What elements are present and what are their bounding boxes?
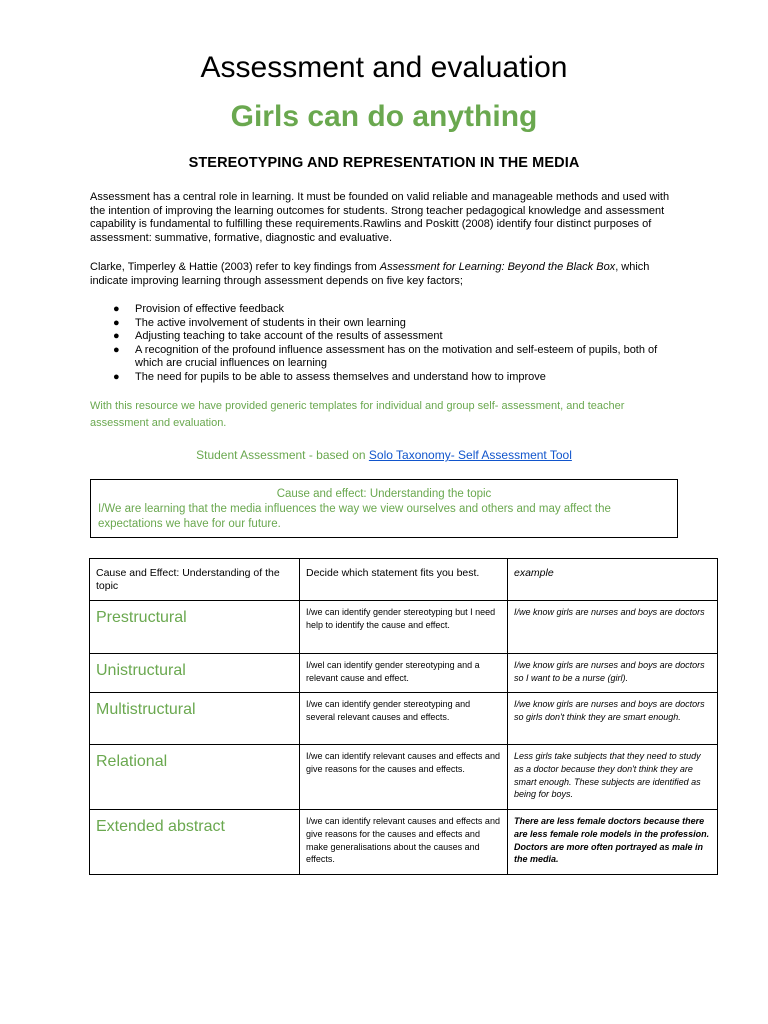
header-cell-statement: Decide which statement fits you best. xyxy=(300,559,508,601)
list-item-text: A recognition of the profound influence assessment has on the motivation and self-esteem of pupils, both of which are crucial influences on learning xyxy=(135,343,658,370)
list-item xyxy=(90,303,680,317)
example-cell: I/we know girls are nurses and boys are doctors so girls don't think they are smart enough. xyxy=(508,693,718,745)
table-row xyxy=(90,693,718,745)
list-item xyxy=(90,371,680,385)
book-title: Assessment for Learning: Beyond the Black Box xyxy=(379,261,616,273)
statement-cell: I/we can identify gender stereotyping and several relevant causes and effects. xyxy=(300,693,508,745)
list-item-text: The need for pupils to be able to assess themselves and understand how to improve xyxy=(135,370,546,383)
solo-taxonomy-link[interactable]: Solo Taxonomy- Self Assessment Tool xyxy=(368,448,572,462)
example-cell: I/we know girls are nurses and boys are doctors so I want to be a nurse (girl). xyxy=(508,654,718,693)
key-factors-list xyxy=(90,303,680,385)
statement-cell: I/we can identify relevant causes and effects and give reasons for the causes and effects and make generalisations about the causes and effects. xyxy=(300,810,508,875)
student-assessment-line xyxy=(0,448,768,462)
key-findings-paragraph xyxy=(90,261,680,288)
list-item xyxy=(90,344,680,371)
bullet-icon: ● xyxy=(113,316,120,329)
header-cell-example: example xyxy=(508,559,718,601)
example-cell: I/we know girls are nurses and boys are doctors xyxy=(508,601,718,654)
bullet-icon: ● xyxy=(113,370,120,383)
key-findings-prefix: Clarke, Timperley & Hattie (2003) refer to key findings from xyxy=(90,261,380,273)
list-item-text: Provision of effective feedback xyxy=(135,303,284,315)
table-row xyxy=(90,745,718,810)
learning-goal-text: I/We are learning that the media influences the way we view ourselves and others and may affect the expectations we have for our future. xyxy=(98,503,611,530)
page-subtitle: Girls can do anything xyxy=(230,100,538,133)
example-cell: There are less female doctors because there are less female role models in the profession. Doctors are more often portrayed as male in the media. xyxy=(508,810,718,875)
learning-goal-box xyxy=(90,479,678,538)
solo-assessment-table xyxy=(89,558,718,875)
section-heading: STEREOTYPING AND REPRESENTATION IN THE MEDIA xyxy=(188,155,580,171)
list-item-text: Adjusting teaching to take account of the results of assessment xyxy=(135,330,443,343)
resource-note: With this resource we have provided generic templates for individual and group self- assessment, and teacher assessment and evaluation. xyxy=(90,400,625,429)
learning-goal-title: Cause and effect: Understanding the topic xyxy=(276,488,492,500)
intro-paragraph: Assessment has a central role in learning. It must be founded on valid reliable and manageable methods and used with the intention of improving the learning outcomes for students. Strong teacher pedagogical knowledge and assessment capability is fundamental to fulfilling these requirements.Rawlins and Poskitt (2008) identify four distinct purposes of assessment: summative, formative, diagnostic and evaluative. xyxy=(90,191,670,244)
level-cell: Extended abstract xyxy=(90,810,300,875)
page-title: Assessment and evaluation xyxy=(200,51,568,84)
statement-cell: I/wel can identify gender stereotyping and a relevant cause and effect. xyxy=(300,654,508,693)
bullet-icon: ● xyxy=(113,303,120,315)
key-findings-suffix: , which indicate improving learning through assessment depends on five key factors; xyxy=(90,261,650,287)
list-item-text: The active involvement of students in their own learning xyxy=(135,316,406,329)
table-row xyxy=(90,810,718,875)
table-header-row xyxy=(90,559,718,601)
level-cell: Multistructural xyxy=(90,693,300,745)
table-row xyxy=(90,654,718,693)
student-assessment-prefix: Student Assessment - based on xyxy=(196,448,369,462)
table-row xyxy=(90,601,718,654)
level-cell: Unistructural xyxy=(90,654,300,693)
bullet-icon: ● xyxy=(113,343,120,356)
bullet-icon: ● xyxy=(113,330,120,343)
header-cell-understanding: Cause and Effect: Understanding of the topic xyxy=(90,559,300,601)
example-cell: Less girls take subjects that they need to study as a doctor because they don't think they are smart enough. These subjects are identified as being for boys. xyxy=(508,745,718,810)
list-item xyxy=(90,317,680,331)
statement-cell: I/we can identify gender stereotyping but I need help to identify the cause and effect. xyxy=(300,601,508,654)
statement-cell: I/we can identify relevant causes and effects and give reasons for the causes and effects. xyxy=(300,745,508,810)
list-item xyxy=(90,330,680,344)
level-cell: Prestructural xyxy=(90,601,300,654)
level-cell: Relational xyxy=(90,745,300,810)
